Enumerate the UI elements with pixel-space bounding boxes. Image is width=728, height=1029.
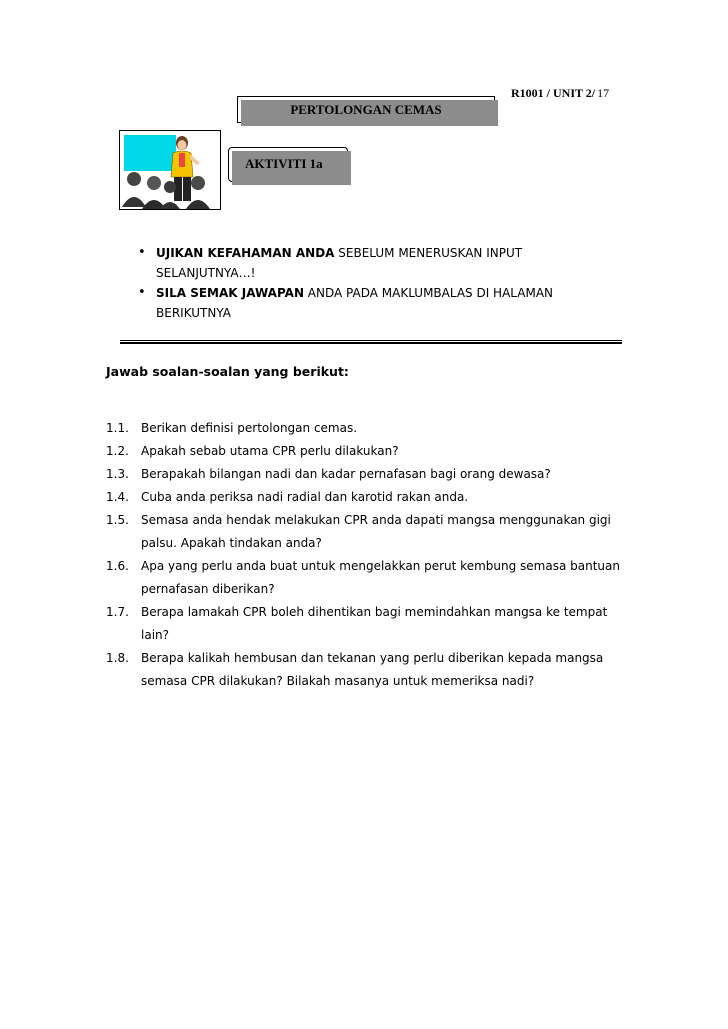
page-reference	[511, 86, 609, 101]
instruction-bold: SILA SEMAK JAWAPAN	[156, 286, 304, 300]
question-text: Berapa lamakah CPR boleh dihentikan bagi memindahkan mangsa ke tempat lain?	[141, 605, 608, 642]
question-text: Cuba anda periksa nadi radial dan karotid rakan anda.	[141, 490, 469, 504]
question-number: 1.3.	[106, 467, 129, 481]
question-item	[106, 463, 626, 486]
question-text: Berapa kalikah hembusan dan tekanan yang perlu diberikan kepada mangsa semasa CPR dilakukan? Bilakah masanya untuk memeriksa nadi?	[141, 651, 604, 688]
question-item	[106, 509, 626, 555]
instruction-item	[130, 283, 590, 323]
instruction-list	[130, 243, 590, 323]
question-text: Semasa anda hendak melakukan CPR anda dapati mangsa menggunakan gigi palsu. Apakah tindakan anda?	[141, 513, 611, 550]
page-number: 17	[597, 86, 610, 100]
question-item	[106, 440, 626, 463]
presenter-with-audience-icon	[119, 130, 221, 210]
question-text: Apakah sebab utama CPR perlu dilakukan?	[141, 444, 399, 458]
question-item	[106, 417, 626, 440]
page-title: PERTOLONGAN CEMAS	[290, 102, 442, 117]
section-heading: Jawab soalan-soalan yang berikut:	[106, 364, 349, 379]
question-item	[106, 601, 626, 647]
unit-code: R1001 / UNIT 2/	[511, 86, 596, 100]
question-number: 1.6.	[106, 559, 129, 573]
activity-label: AKTIVITI 1a	[245, 156, 323, 171]
question-item	[106, 486, 626, 509]
bullet-icon: •	[138, 285, 146, 300]
question-text: Berikan definisi pertolongan cemas.	[141, 421, 358, 435]
question-number: 1.8.	[106, 651, 129, 665]
question-list	[106, 417, 626, 693]
question-number: 1.1.	[106, 421, 129, 435]
question-number: 1.7.	[106, 605, 129, 619]
title-box	[237, 96, 495, 123]
double-divider	[120, 340, 622, 344]
bullet-icon: •	[138, 245, 146, 260]
instruction-bold: UJIKAN KEFAHAMAN ANDA	[156, 246, 335, 260]
activity-box	[228, 147, 348, 182]
question-text: Berapakah bilangan nadi dan kadar pernafasan bagi orang dewasa?	[141, 467, 551, 481]
question-item	[106, 647, 626, 693]
instruction-item	[130, 243, 590, 283]
question-number: 1.5.	[106, 513, 129, 527]
question-item	[106, 555, 626, 601]
question-text: Apa yang perlu anda buat untuk mengelakkan perut kembung semasa bantuan pernafasan diberikan?	[141, 559, 620, 596]
question-number: 1.4.	[106, 490, 129, 504]
instruction-text: ANDA PADA MAKLUMBALAS DI HALAMAN BERIKUTNYA	[156, 286, 554, 320]
question-number: 1.2.	[106, 444, 129, 458]
instruction-text: SEBELUM MENERUSKAN INPUT SELANJUTNYA…!	[156, 246, 523, 280]
